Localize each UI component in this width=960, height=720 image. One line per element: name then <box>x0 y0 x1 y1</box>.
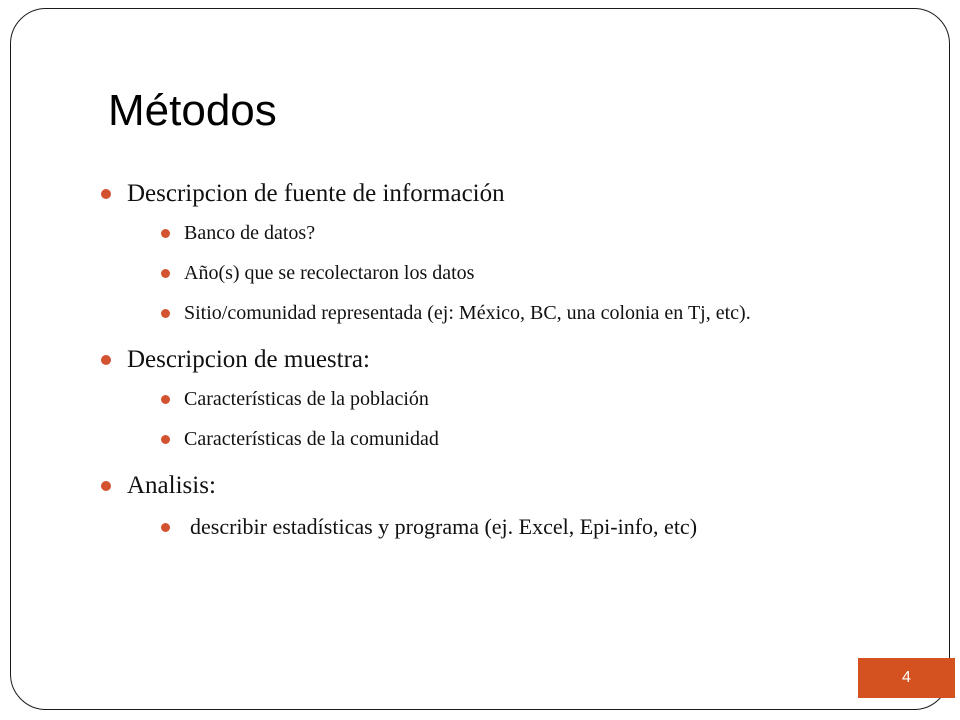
bullet-dot-icon <box>161 229 170 238</box>
list-item-text: Sitio/comunidad representada (ej: México, BC, una colonia en Tj, etc). <box>184 302 751 324</box>
slide-content <box>100 172 880 554</box>
list-item <box>155 218 880 248</box>
section-heading: Descripcion de muestra: <box>127 346 370 373</box>
bullet-dot-icon <box>101 355 111 365</box>
list-item-text: Características de la comunidad <box>184 428 439 450</box>
page-number-badge: 4 <box>858 658 955 698</box>
section-heading: Descripcion de fuente de información <box>127 180 505 207</box>
bullet-dot-icon <box>101 481 111 491</box>
section-analisis <box>100 464 880 544</box>
list-item <box>155 510 880 544</box>
section-muestra <box>100 338 880 454</box>
bullet-dot-icon <box>161 309 170 318</box>
list-item <box>155 298 880 328</box>
bullet-dot-icon <box>161 435 170 444</box>
list-item <box>155 258 880 288</box>
list-item <box>155 424 880 454</box>
bullet-dot-icon <box>161 269 170 278</box>
bullet-dot-icon <box>161 523 170 532</box>
slide-title: Métodos <box>108 86 277 135</box>
section-heading: Analisis: <box>127 472 216 499</box>
sub-list <box>127 384 880 454</box>
bullet-dot-icon <box>101 189 111 199</box>
bullet-list <box>100 172 880 544</box>
sub-list <box>127 510 880 544</box>
bullet-dot-icon <box>161 395 170 404</box>
list-item <box>155 384 880 414</box>
sub-list <box>127 218 880 328</box>
list-item-text: Año(s) que se recolectaron los datos <box>184 262 475 284</box>
list-item-text: describir estadísticas y programa (ej. Excel, Epi-info, etc) <box>190 514 698 539</box>
section-fuente <box>100 172 880 328</box>
list-item-text: Características de la población <box>184 388 429 410</box>
list-item-text: Banco de datos? <box>184 222 316 244</box>
